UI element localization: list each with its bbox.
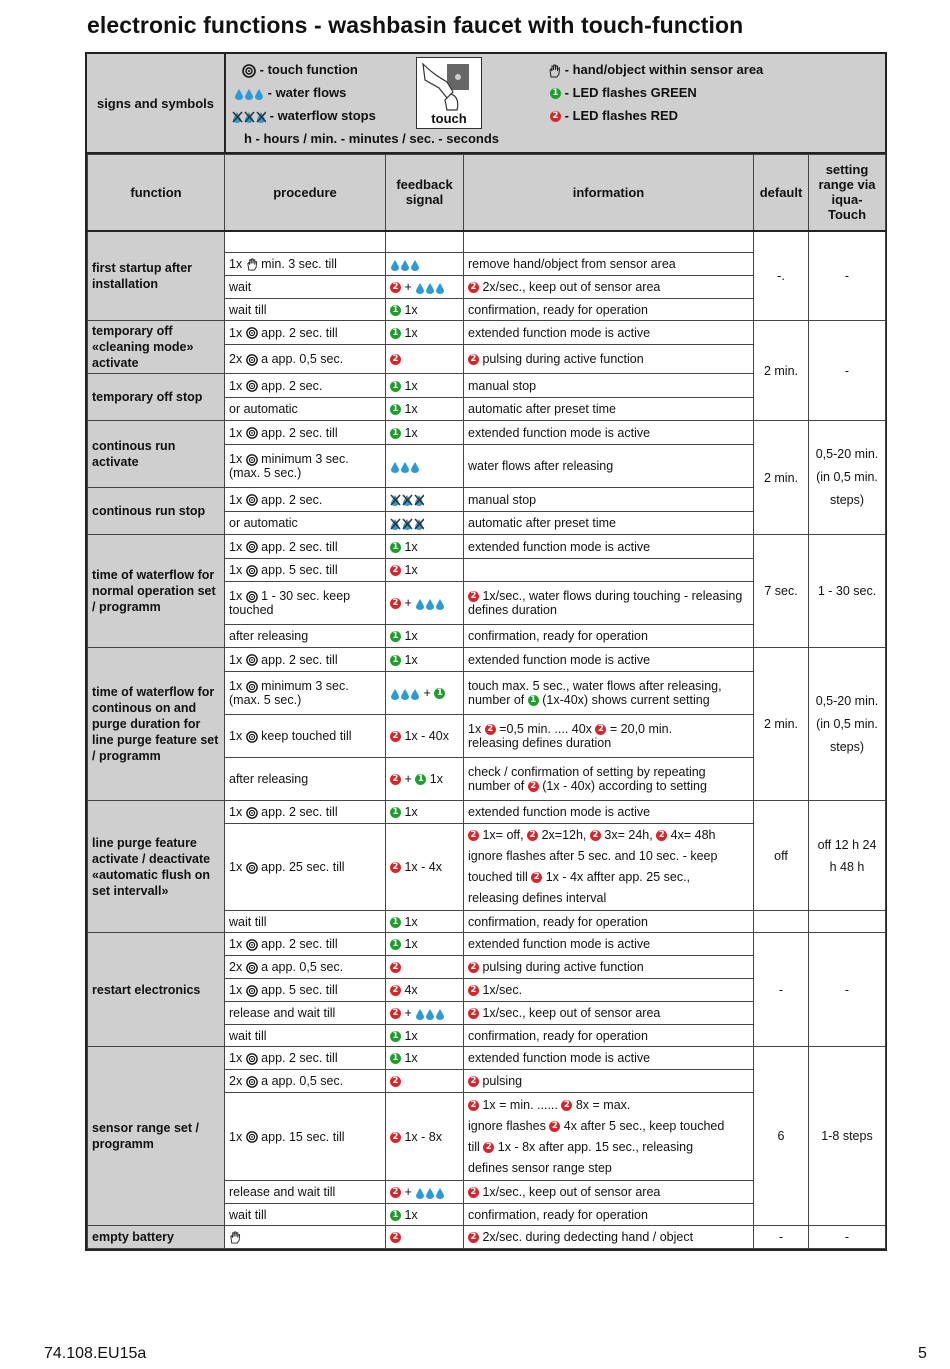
led-red-icon: 2 — [468, 1076, 479, 1087]
setting-range: - — [809, 231, 886, 321]
led-green-icon: 1 — [390, 1031, 401, 1042]
feedback-signal: 1 1x — [386, 625, 464, 648]
led-red-icon: 2 — [527, 830, 538, 841]
information-text: extended function mode is active — [464, 1047, 754, 1070]
led-green-icon: 1 — [528, 695, 539, 706]
touch-icon — [246, 653, 258, 667]
touch-icon — [246, 1074, 258, 1088]
water-drops-icon — [415, 1006, 445, 1020]
touch-icon — [246, 540, 258, 554]
procedure-step: 2x a app. 0,5 sec. — [225, 956, 386, 979]
feedback-signal: 2 + 1 1x — [386, 758, 464, 801]
procedure-step: 1x app. 25 sec. till — [225, 824, 386, 911]
procedure-step: release and wait till — [225, 1181, 386, 1204]
led-green-icon: 1 — [390, 381, 401, 392]
setting-range: - — [809, 933, 886, 1047]
setting-range: 0,5-20 min. (in 0,5 min. steps) — [809, 421, 886, 535]
function-empty-battery: empty battery — [88, 1226, 225, 1249]
legend-green-text: - LED flashes GREEN — [564, 85, 697, 100]
function-temporary-off-stop: temporary off stop — [88, 374, 225, 421]
led-red-icon: 2 — [468, 985, 479, 996]
setting-range: 1-8 steps — [809, 1047, 886, 1226]
setting-range: - — [809, 321, 886, 421]
touch-icon — [246, 679, 258, 693]
hand-icon — [548, 64, 561, 78]
function-continous-run-stop: continous run stop — [88, 488, 225, 535]
hand-icon — [246, 258, 258, 271]
water-drops-icon — [390, 459, 420, 473]
procedure-step: wait till — [225, 911, 386, 933]
information-text: extended function mode is active — [464, 535, 754, 559]
led-green-icon: 1 — [390, 807, 401, 818]
feedback-signal: 1 1x — [386, 933, 464, 956]
touch-icon — [246, 452, 258, 466]
procedure-step: 1x app. 2 sec. — [225, 374, 386, 398]
function-line-purge: line purge feature activate / deactivate «automatic flush on set intervall» — [88, 801, 225, 933]
information-text: manual stop — [464, 374, 754, 398]
led-green-icon: 1 — [390, 939, 401, 950]
legend-green — [550, 85, 697, 100]
procedure-step: 1x app. 2 sec. till — [225, 648, 386, 672]
information-text: extended function mode is active — [464, 321, 754, 345]
touch-sensor-illustration — [416, 57, 482, 129]
information-text: 1x 2 =0,5 min. .... 40x 2 = 20,0 min. releasing defines duration — [464, 715, 754, 758]
touch-icon — [246, 729, 258, 743]
feedback-signal: 1 1x — [386, 374, 464, 398]
function-continous-run-activate: continous run activate — [88, 421, 225, 488]
feedback-signal — [386, 488, 464, 512]
information-text: check / confirmation of setting by repeating number of 2 (1x - 40x) according to setting — [464, 758, 754, 801]
procedure-step: or automatic — [225, 398, 386, 421]
waterflow-stop-icon — [390, 493, 424, 507]
water-drops-icon — [415, 1185, 445, 1199]
feedback-signal — [386, 345, 464, 374]
legend-hand — [548, 62, 763, 78]
document-id: 74.108.EU15a — [44, 1345, 147, 1362]
hand-touch-icon — [417, 58, 481, 114]
led-red-icon: 2 — [390, 282, 401, 293]
feedback-signal: + 1 — [386, 672, 464, 715]
feedback-signal: 2 + — [386, 276, 464, 299]
procedure-step: wait till — [225, 1025, 386, 1047]
information-text: extended function mode is active — [464, 933, 754, 956]
feedback-signal — [386, 1070, 464, 1093]
led-red-icon: 2 — [390, 862, 401, 873]
function-restart-electronics: restart electronics — [88, 933, 225, 1047]
led-green-icon: 1 — [390, 631, 401, 642]
legend-red-text: - LED flashes RED — [564, 108, 679, 123]
led-red-icon: 2 — [390, 1232, 401, 1243]
information-text: 2 1x = min. ...... 2 8x = max. ignore flashes 2 4x after 5 sec., keep touched till 2 1x - 8x after app. 15 sec., releasing defines sensor range step — [464, 1093, 754, 1181]
default-value: - — [754, 933, 809, 1047]
header-default: default — [754, 155, 809, 231]
waterflow-stop-icon — [390, 516, 424, 530]
legend-water — [234, 85, 346, 100]
procedure-step: 1x keep touched till — [225, 715, 386, 758]
functions-sheet — [85, 52, 887, 1251]
led-green-icon: 1 — [390, 917, 401, 928]
information-text: touch max. 5 sec., water flows after releasing, number of 1 (1x-40x) shows current setting — [464, 672, 754, 715]
led-red-icon: 2 — [590, 830, 601, 841]
water-drops-icon — [390, 686, 420, 700]
procedure-step: or automatic — [225, 512, 386, 535]
legend-water-text: - water flows — [267, 85, 347, 100]
led-red-icon: 2 — [531, 872, 542, 883]
information-text: 2 1x= off, 2 2x=12h, 2 3x= 24h, 2 4x= 48h ignore flashes after 5 sec. and 10 sec. - keep touched till 2 1x - 4x affter app. 25 sec., releasing defines interval — [464, 824, 754, 911]
led-red-icon: 2 — [390, 565, 401, 576]
feedback-signal: 1 1x — [386, 1047, 464, 1070]
led-red-icon: 2 — [390, 962, 401, 973]
information-text: 2 1x/sec., water flows during touching - releasing defines duration — [464, 582, 754, 625]
led-red-icon: 2 — [390, 1132, 401, 1143]
legend-time-units: h - hours / min. - minutes / sec. - seconds — [244, 131, 499, 146]
feedback-signal: 2 + — [386, 1181, 464, 1204]
procedure-step: 1x 1 - 30 sec. keep touched — [225, 582, 386, 625]
default-value: - — [754, 1226, 809, 1249]
default-value: 6 — [754, 1047, 809, 1226]
default-value: 7 sec. — [754, 535, 809, 648]
led-red-icon: 2 — [468, 282, 479, 293]
legend-touch — [242, 62, 358, 78]
procedure-step: wait till — [225, 1204, 386, 1226]
water-drops-icon — [415, 596, 445, 610]
procedure-step: wait till — [225, 299, 386, 321]
legend-stop — [232, 108, 376, 123]
function-time-of-waterflow-continous: time of waterflow for continous on and purge duration for line purge feature set / programm — [88, 648, 225, 801]
feedback-signal: 1 1x — [386, 1204, 464, 1226]
led-red-icon: 2 — [390, 1008, 401, 1019]
feedback-signal: 1 1x — [386, 648, 464, 672]
led-green-icon: 1 — [390, 328, 401, 339]
led-red-icon: 2 — [561, 1100, 572, 1111]
information-text: 2 1x/sec. — [464, 979, 754, 1002]
led-green-icon: 1 — [550, 88, 561, 99]
feedback-signal: 2 1x — [386, 559, 464, 582]
procedure-step: 1x app. 2 sec. till — [225, 801, 386, 824]
setting-range: off 12 h 24 h 48 h — [809, 801, 886, 911]
touch-icon — [246, 1051, 258, 1065]
procedure-step: after releasing — [225, 758, 386, 801]
page-number: 5 — [918, 1345, 927, 1362]
information-text: 2 pulsing during active function — [464, 345, 754, 374]
information-text: remove hand/object from sensor area — [464, 253, 754, 276]
procedure-step: 1x minimum 3 sec. (max. 5 sec.) — [225, 445, 386, 488]
feedback-signal: 2 1x - 8x — [386, 1093, 464, 1181]
legend-hand-text: - hand/object within sensor area — [564, 62, 764, 77]
led-green-icon: 1 — [390, 655, 401, 666]
legend-touch-text: - touch function — [259, 62, 358, 77]
touch-icon — [246, 983, 258, 997]
water-drops-icon — [234, 88, 264, 100]
setting-range: - — [809, 1226, 886, 1249]
header-function: function — [88, 155, 225, 231]
led-red-icon: 2 — [468, 830, 479, 841]
feedback-signal: 1 1x — [386, 299, 464, 321]
information-text: confirmation, ready for operation — [464, 1025, 754, 1047]
information-text: water flows after releasing — [464, 445, 754, 488]
information-text: confirmation, ready for operation — [464, 625, 754, 648]
touch-icon — [246, 805, 258, 819]
procedure-step: 1x app. 2 sec. till — [225, 1047, 386, 1070]
led-red-icon: 2 — [390, 1187, 401, 1198]
information-text: manual stop — [464, 488, 754, 512]
feedback-signal: 1 1x — [386, 421, 464, 445]
led-red-icon: 2 — [528, 781, 539, 792]
feedback-signal: 2 1x - 40x — [386, 715, 464, 758]
led-red-icon: 2 — [390, 354, 401, 365]
touch-icon — [246, 352, 258, 366]
procedure-step: 2x a app. 0,5 sec. — [225, 345, 386, 374]
feedback-signal: 1 1x — [386, 321, 464, 345]
led-red-icon: 2 — [468, 962, 479, 973]
procedure-step: 1x minimum 3 sec. (max. 5 sec.) — [225, 672, 386, 715]
procedure-step: wait — [225, 276, 386, 299]
information-text — [464, 559, 754, 582]
information-text: automatic after preset time — [464, 398, 754, 421]
information-text: extended function mode is active — [464, 801, 754, 824]
legend-stop-text: - waterflow stops — [269, 108, 376, 123]
function-sensor-range: sensor range set / programm — [88, 1047, 225, 1226]
led-red-icon: 2 — [468, 591, 479, 602]
procedure-step: 1x app. 2 sec. till — [225, 933, 386, 956]
feedback-signal: 2 + — [386, 1002, 464, 1025]
default-value: 2 min. — [754, 321, 809, 421]
procedure-step: 2x a app. 0,5 sec. — [225, 1070, 386, 1093]
led-red-icon: 2 — [390, 598, 401, 609]
feedback-signal — [386, 445, 464, 488]
touch-icon — [246, 326, 258, 340]
led-green-icon: 1 — [390, 542, 401, 553]
feedback-signal: 1 1x — [386, 398, 464, 421]
feedback-signal: 1 1x — [386, 535, 464, 559]
led-red-icon: 2 — [390, 731, 401, 742]
feedback-signal — [386, 956, 464, 979]
touch-icon — [246, 1130, 258, 1144]
information-text: automatic after preset time — [464, 512, 754, 535]
led-green-icon: 1 — [390, 404, 401, 415]
feedback-signal — [386, 253, 464, 276]
led-red-icon: 2 — [390, 774, 401, 785]
led-red-icon: 2 — [550, 111, 561, 122]
waterflow-stop-icon — [232, 111, 266, 123]
default-value: off — [754, 801, 809, 911]
feedback-signal: 2 1x - 4x — [386, 824, 464, 911]
information-text: confirmation, ready for operation — [464, 299, 754, 321]
setting-range: 1 - 30 sec. — [809, 535, 886, 648]
led-green-icon: 1 — [415, 774, 426, 785]
header-procedure: procedure — [225, 155, 386, 231]
led-green-icon: 1 — [390, 1053, 401, 1064]
legend-label: signs and symbols — [87, 54, 226, 152]
page-title: electronic functions - washbasin faucet with touch-function — [87, 12, 744, 38]
procedure-step: 1x app. 5 sec. till — [225, 559, 386, 582]
hand-icon — [229, 1231, 241, 1244]
feedback-signal — [386, 512, 464, 535]
led-red-icon: 2 — [390, 1076, 401, 1087]
procedure-step: 1x app. 15 sec. till — [225, 1093, 386, 1181]
water-drops-icon — [415, 280, 445, 294]
function-time-of-waterflow-normal: time of waterflow for normal operation set / programm — [88, 535, 225, 648]
header-setting-range: setting range via iqua-Touch — [809, 155, 886, 231]
default-value: -. — [754, 231, 809, 321]
feedback-signal: 1 1x — [386, 911, 464, 933]
information-text: extended function mode is active — [464, 421, 754, 445]
procedure-step: 1x app. 5 sec. till — [225, 979, 386, 1002]
led-red-icon: 2 — [595, 724, 606, 735]
information-text: confirmation, ready for operation — [464, 1204, 754, 1226]
led-green-icon: 1 — [434, 688, 445, 699]
led-red-icon: 2 — [468, 354, 479, 365]
procedure-step: 1x app. 2 sec. till — [225, 535, 386, 559]
led-red-icon: 2 — [468, 1008, 479, 1019]
touch-icon — [246, 860, 258, 874]
information-text: 2 2x/sec., keep out of sensor area — [464, 276, 754, 299]
water-drops-icon — [390, 257, 420, 271]
touch-icon — [246, 937, 258, 951]
touch-icon — [246, 563, 258, 577]
led-red-icon: 2 — [468, 1187, 479, 1198]
procedure-step: 1x min. 3 sec. till — [225, 253, 386, 276]
feedback-signal — [386, 1226, 464, 1249]
touch-icon — [246, 379, 258, 393]
led-green-icon: 1 — [390, 428, 401, 439]
information-text: 2 pulsing during active function — [464, 956, 754, 979]
default-value: 2 min. — [754, 648, 809, 801]
information-text: 2 pulsing — [464, 1070, 754, 1093]
touch-icon — [246, 493, 258, 507]
procedure-step: 1x app. 2 sec. — [225, 488, 386, 512]
procedure-step: 1x app. 2 sec. till — [225, 321, 386, 345]
led-green-icon: 1 — [390, 1210, 401, 1221]
led-red-icon: 2 — [390, 985, 401, 996]
led-green-icon: 1 — [390, 305, 401, 316]
touch-icon — [246, 960, 258, 974]
touch-icon — [246, 426, 258, 440]
function-temporary-off-activate: temporary off «cleaning mode» activate — [88, 321, 225, 374]
information-text: 2 1x/sec., keep out of sensor area — [464, 1002, 754, 1025]
feedback-signal: 2 4x — [386, 979, 464, 1002]
touch-icon — [246, 589, 258, 603]
procedure-step: release and wait till — [225, 1002, 386, 1025]
information-text: 2 1x/sec., keep out of sensor area — [464, 1181, 754, 1204]
led-red-icon: 2 — [468, 1232, 479, 1243]
procedure-step — [225, 1226, 386, 1249]
led-red-icon: 2 — [485, 724, 496, 735]
led-red-icon: 2 — [468, 1100, 479, 1111]
feedback-signal: 2 + — [386, 582, 464, 625]
information-text: 2 2x/sec. during dedecting hand / object — [464, 1226, 754, 1249]
feedback-signal: 1 1x — [386, 1025, 464, 1047]
procedure-step: after releasing — [225, 625, 386, 648]
default-value: 2 min. — [754, 421, 809, 535]
information-text: confirmation, ready for operation — [464, 911, 754, 933]
led-red-icon: 2 — [483, 1142, 494, 1153]
setting-range: 0,5-20 min. (in 0,5 min. steps) — [809, 648, 886, 801]
function-first-startup: first startup after installation — [88, 231, 225, 321]
touch-icon — [242, 64, 256, 78]
legend — [87, 54, 885, 154]
procedure-step: 1x app. 2 sec. till — [225, 421, 386, 445]
functions-table — [87, 154, 886, 1249]
information-text: extended function mode is active — [464, 648, 754, 672]
led-red-icon: 2 — [549, 1121, 560, 1132]
touch-label: touch — [431, 111, 467, 126]
led-red-icon: 2 — [656, 830, 667, 841]
header-information: information — [464, 155, 754, 231]
header-feedback: feedback signal — [386, 155, 464, 231]
legend-red — [550, 108, 678, 123]
feedback-signal: 1 1x — [386, 801, 464, 824]
